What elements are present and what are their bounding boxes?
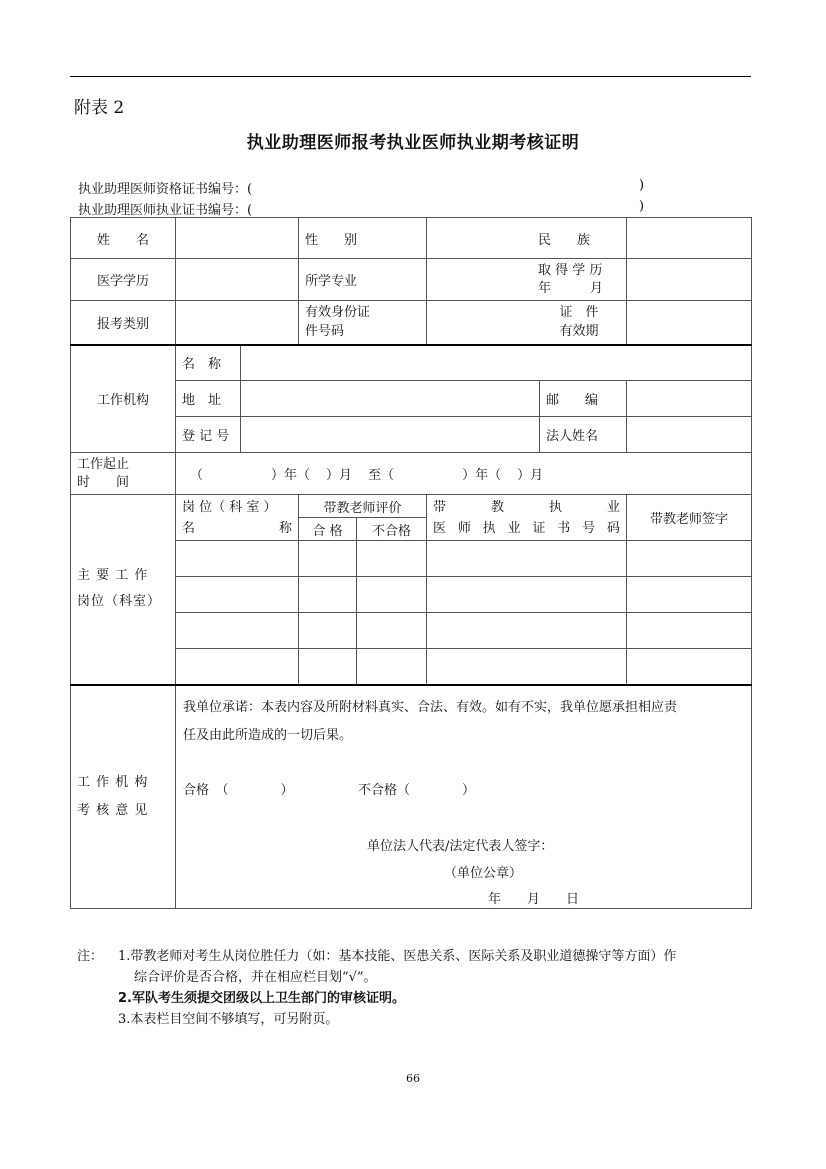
major-field[interactable] <box>427 262 538 298</box>
note-item2 <box>118 987 405 1006</box>
period-to: 至 <box>368 468 382 483</box>
org-reg-field[interactable] <box>241 417 540 453</box>
license-number-cell[interactable] <box>427 541 627 577</box>
note-item1-line1: 1.带教老师对考生从岗位胜任力（如：基本技能、医患关系、医际关系及职业道德操守等方面）作 <box>118 949 677 964</box>
fail-cell[interactable] <box>357 577 427 613</box>
fail-cell[interactable] <box>357 649 427 685</box>
degree-time-cell <box>427 259 627 301</box>
education-field[interactable] <box>176 259 299 301</box>
exam-category-field[interactable] <box>176 301 299 345</box>
validity-field[interactable] <box>627 301 752 345</box>
teacher-eval-header: 带教老师评价 <box>299 495 427 518</box>
post-name-cell[interactable] <box>176 577 299 613</box>
form-title: 执业助理医师报考执业医师执业期考核证明 <box>246 133 580 153</box>
id-label-line1: 有效身份证 <box>305 305 371 321</box>
fail-cell[interactable] <box>357 613 427 649</box>
top-rule <box>70 76 751 77</box>
posts-section-line1: 主 要 工 作 <box>77 568 149 584</box>
assessment-form-table <box>70 217 752 909</box>
validity-cell <box>427 301 627 345</box>
note-item1-line2: 综合评价是否合格，并在相应栏目划“√”。 <box>134 970 377 985</box>
ethnicity-label: 民 族 <box>538 232 591 248</box>
validity-line2: 有效期 <box>559 324 599 340</box>
period-open2: （ <box>381 468 395 483</box>
degree-time-label <box>538 262 620 298</box>
education-label: 医学学历 <box>71 259 176 301</box>
degree-time-line1: 取 得 学 历 <box>538 262 603 278</box>
teacher-sign-cell[interactable] <box>627 649 752 685</box>
period-field[interactable] <box>176 453 752 495</box>
opinion-content <box>176 685 752 909</box>
org-section-label: 工作机构 <box>71 345 176 453</box>
note-item3: 3.本表栏目空间不够填写，可另附页。 <box>118 1012 339 1027</box>
license-number-cell[interactable] <box>427 577 627 613</box>
license-header-line2: 医 师 执 业 证 书 号 码 <box>433 520 621 536</box>
post-header-line1: 岗 位（ 科 室 ） <box>182 499 277 515</box>
degree-time-line2: 年 月 <box>538 280 604 296</box>
post-name-cell[interactable] <box>176 649 299 685</box>
postcode-label: 邮 编 <box>540 381 627 417</box>
fail-cell[interactable] <box>357 541 427 577</box>
note-item2-text: 2.军队考生须提交团级以上卫生部门的审核证明。 <box>118 991 405 1006</box>
pass-cell[interactable] <box>299 649 357 685</box>
org-name-field[interactable] <box>241 345 752 381</box>
page-number: 66 <box>406 1072 420 1085</box>
posts-section-line2: 岗位（科室） <box>77 594 162 610</box>
id-number-field[interactable] <box>427 303 538 341</box>
teacher-sign-cell[interactable] <box>627 613 752 649</box>
period-label <box>71 453 176 495</box>
org-address-field[interactable] <box>241 381 540 417</box>
qualification-cert-label: 执业助理医师资格证书编号：( <box>78 182 253 197</box>
post-header-cheng: 称 <box>278 520 292 536</box>
practice-cert-close: ) <box>639 199 645 214</box>
org-address-label: 地 址 <box>176 381 241 417</box>
appendix-label: 附表 2 <box>74 98 125 118</box>
gender-label: 性 别 <box>299 218 427 259</box>
org-name-label: 名 称 <box>176 345 241 381</box>
period-year2: ）年（ <box>462 468 502 483</box>
postcode-field[interactable] <box>627 381 752 417</box>
opinion-section-line1: 工 作 机 构 <box>77 774 149 790</box>
notes-prefix: 注： <box>77 949 104 964</box>
teacher-sign-cell[interactable] <box>627 577 752 613</box>
fail-checkbox[interactable]: 不合格（ ） <box>358 782 476 798</box>
legal-person-field[interactable] <box>627 417 752 453</box>
teacher-sign-header: 带教老师签字 <box>627 495 752 541</box>
pass-cell[interactable] <box>299 541 357 577</box>
ethnicity-field[interactable] <box>627 218 752 259</box>
post-header-ming: 名 <box>182 520 196 536</box>
period-label-line2: 时 间 <box>77 474 130 490</box>
ethnicity-label-cell <box>427 218 627 259</box>
pass-cell[interactable] <box>299 613 357 649</box>
period-year1: ）年（ <box>271 468 311 483</box>
post-name-header <box>176 495 299 541</box>
period-month1: ）月 <box>326 468 353 483</box>
date-label: 年 月 日 <box>488 891 580 907</box>
practice-cert-label: 执业助理医师执业证书编号：( <box>78 203 253 218</box>
fail-header: 不合格 <box>357 518 427 541</box>
promise-line2: 任及由此所造成的一切后果。 <box>183 727 353 743</box>
pass-checkbox[interactable]: 合格 （ ） <box>183 782 294 798</box>
license-number-cell[interactable] <box>427 613 627 649</box>
post-name-cell[interactable] <box>176 613 299 649</box>
validity-label <box>538 303 620 341</box>
exam-category-label: 报考类别 <box>71 301 176 345</box>
period-month2: ）月 <box>517 468 544 483</box>
license-number-cell[interactable] <box>427 649 627 685</box>
pass-cell[interactable] <box>299 577 357 613</box>
legal-person-label: 法人姓名 <box>540 417 627 453</box>
opinion-section-line2: 考 核 意 见 <box>77 802 149 818</box>
name-label: 姓 名 <box>71 218 176 259</box>
period-open1: （ <box>190 468 204 483</box>
qualification-cert-close: ) <box>639 178 645 193</box>
pass-header: 合 格 <box>299 518 357 541</box>
id-label-line2: 件号码 <box>305 324 345 340</box>
major-label: 所学专业 <box>299 259 427 301</box>
validity-line1: 证 件 <box>559 305 599 321</box>
teacher-sign-cell[interactable] <box>627 541 752 577</box>
org-reg-label: 登 记 号 <box>176 417 241 453</box>
promise-line1: 我单位承诺：本表内容及所附材料真实、合法、有效。如有不实，我单位愿承担相应责 <box>183 699 678 715</box>
seal-label: （单位公章） <box>444 865 523 881</box>
degree-time-field[interactable] <box>627 259 752 301</box>
posts-section-label <box>71 495 176 685</box>
post-name-cell[interactable] <box>176 541 299 577</box>
license-number-header <box>427 495 627 541</box>
id-number-label <box>299 301 427 345</box>
period-label-line1: 工作起止 <box>77 456 130 472</box>
opinion-section-label <box>71 685 176 909</box>
license-header-line1: 带 教 执 业 <box>433 499 621 515</box>
legal-signature-label: 单位法人代表/法定代表人签字： <box>367 838 554 854</box>
name-field[interactable] <box>176 218 299 259</box>
